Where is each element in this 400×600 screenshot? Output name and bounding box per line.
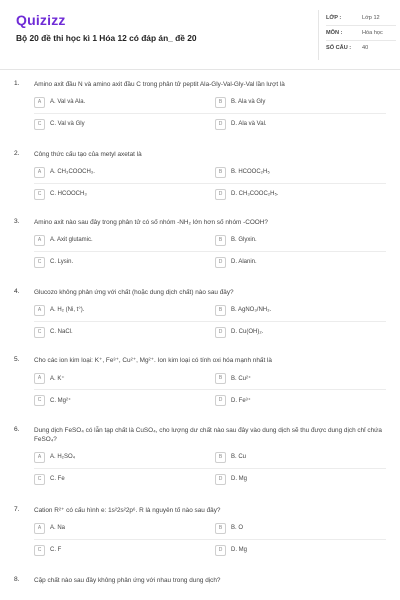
- answer-option[interactable]: [34, 451, 170, 465]
- answer-option[interactable]: [215, 256, 351, 270]
- meta-value: Lớp 12: [362, 15, 380, 21]
- option-letter-box: D: [215, 189, 226, 200]
- answer-option[interactable]: [34, 166, 170, 180]
- option-text: C. Val và Gly: [50, 120, 85, 127]
- answer-option[interactable]: [34, 304, 170, 318]
- option-letter-box: A: [34, 167, 45, 178]
- option-text: D. CH₃COOC₂H₅.: [231, 190, 279, 197]
- option-letter-box: D: [215, 257, 226, 268]
- answer-option[interactable]: [215, 451, 351, 465]
- worksheet-title: Bộ 20 đề thi học kì 1 Hóa 12 có đáp án_ đề 20: [16, 33, 197, 43]
- meta-label: SỐ CÂU :: [326, 45, 352, 51]
- question-text: Cation R²⁺ có cấu hình e: 1s²2s²2p⁶. R là nguyên tố nào sau đây?: [34, 507, 221, 514]
- option-text: B. O: [231, 524, 244, 531]
- meta-row-subject: [326, 27, 396, 41]
- question-text: Cặp chất nào sau đây không phản ứng với nhau trong dung dịch?: [34, 577, 221, 584]
- meta-value: 40: [362, 45, 369, 51]
- meta-value: Hóa học: [362, 30, 383, 36]
- answer-option[interactable]: [34, 522, 170, 536]
- question-text: Amino axit đầu N và amino axit đầu C trong phân tử peptit Ala-Gly-Val-Gly-Val lần lượt là: [34, 81, 285, 88]
- option-divider: [34, 468, 386, 469]
- question-number: 6.: [14, 426, 20, 433]
- option-letter-box: B: [215, 235, 226, 246]
- option-letter-box: A: [34, 373, 45, 384]
- option-letter-box: B: [215, 523, 226, 534]
- option-text: A. H₂SO₄: [50, 453, 76, 460]
- answer-option[interactable]: [215, 234, 351, 248]
- question-text: Amino axit nào sau đây trong phân tử có số nhóm -NH₂ lớn hơn số nhóm -COOH?: [34, 219, 268, 226]
- meta-divider: [326, 40, 396, 41]
- option-text: B. Cu²⁺: [231, 375, 252, 382]
- option-text: B. AgNO₃/NH₃.: [231, 306, 272, 313]
- option-letter-box: A: [34, 452, 45, 463]
- answer-option[interactable]: [34, 256, 170, 270]
- header-divider: [318, 10, 319, 60]
- answer-option[interactable]: [215, 304, 351, 318]
- answer-option[interactable]: [215, 96, 351, 110]
- option-letter-box: A: [34, 97, 45, 108]
- option-text: D. Alanin.: [231, 258, 257, 265]
- option-text: D. Mg: [231, 475, 248, 482]
- option-text: D. Fe³⁺: [231, 397, 251, 404]
- answer-option[interactable]: [34, 372, 170, 386]
- option-text: C. HCOOCH₃: [50, 190, 87, 197]
- question-number: 5.: [14, 356, 20, 363]
- option-letter-box: A: [34, 523, 45, 534]
- question-number: 8.: [14, 576, 20, 583]
- option-letter-box: D: [215, 545, 226, 556]
- question-number: 2.: [14, 150, 20, 157]
- option-text: A. H₂ (Ni, t°).: [50, 306, 85, 313]
- option-text: C. Lysin.: [50, 258, 74, 265]
- option-text: C. F: [50, 546, 62, 553]
- answer-option[interactable]: [215, 372, 351, 386]
- option-text: B. Ala và Gly: [231, 98, 266, 105]
- question-number: 1.: [14, 80, 20, 87]
- option-text: B. Cu: [231, 453, 247, 460]
- answer-option[interactable]: [215, 394, 351, 408]
- worksheet-header: [0, 0, 400, 70]
- option-letter-box: C: [34, 257, 45, 268]
- answer-option[interactable]: [34, 544, 170, 558]
- answer-option[interactable]: [34, 188, 170, 202]
- meta-divider: [326, 25, 396, 26]
- option-text: D. Mg: [231, 546, 248, 553]
- question-text: Cho các ion kim loại: K⁺, Fe³⁺, Cu²⁺, Mg²⁺. Ion kim loại có tính oxi hóa mạnh nhất là: [34, 357, 272, 364]
- answer-option[interactable]: [215, 166, 351, 180]
- option-text: A. K⁺: [50, 375, 65, 382]
- option-letter-box: C: [34, 189, 45, 200]
- answer-option[interactable]: [215, 473, 351, 487]
- answer-option[interactable]: [34, 234, 170, 248]
- option-letter-box: D: [215, 395, 226, 406]
- option-text: A. Axit glutamic.: [50, 236, 93, 243]
- option-letter-box: C: [34, 545, 45, 556]
- meta-label: MÔN :: [326, 30, 343, 36]
- question-text: Công thức cấu tạo của metyl axetat là: [34, 151, 142, 158]
- option-letter-box: B: [215, 167, 226, 178]
- option-text: A. Val và Ala.: [50, 98, 86, 105]
- option-text: B. Glyxin.: [231, 236, 257, 243]
- option-letter-box: D: [215, 119, 226, 130]
- meta-label: LỚP :: [326, 15, 342, 21]
- answer-option[interactable]: [215, 118, 351, 132]
- question-number: 4.: [14, 288, 20, 295]
- answer-option[interactable]: [34, 96, 170, 110]
- option-text: D. Cu(OH)₂.: [231, 328, 264, 335]
- option-letter-box: B: [215, 305, 226, 316]
- question-number: 7.: [14, 506, 20, 513]
- answer-option[interactable]: [34, 394, 170, 408]
- option-text: B. HCOOC₂H₅: [231, 168, 270, 175]
- answer-option[interactable]: [34, 473, 170, 487]
- question-number: 3.: [14, 218, 20, 225]
- answer-option[interactable]: [34, 326, 170, 340]
- option-text: C. Mg²⁺: [50, 397, 72, 404]
- option-divider: [34, 251, 386, 252]
- option-letter-box: C: [34, 119, 45, 130]
- option-divider: [34, 113, 386, 114]
- option-divider: [34, 389, 386, 390]
- option-letter-box: C: [34, 327, 45, 338]
- option-letter-box: B: [215, 452, 226, 463]
- meta-row-class: [326, 12, 396, 26]
- option-divider: [34, 321, 386, 322]
- answer-option[interactable]: [215, 544, 351, 558]
- option-letter-box: A: [34, 305, 45, 316]
- option-divider: [34, 183, 386, 184]
- option-letter-box: B: [215, 97, 226, 108]
- option-letter-box: B: [215, 373, 226, 384]
- quizizz-logo[interactable]: Quizizz: [16, 12, 66, 28]
- option-divider: [34, 539, 386, 540]
- question-text: Dung dịch FeSO₄ có lẫn tạp chất là CuSO₄, cho lượng dư chất nào sau đây vào dung dịch sẽ thu được dung dịch chỉ chứa FeSO₄?: [34, 427, 382, 444]
- option-letter-box: C: [34, 395, 45, 406]
- option-text: A. Na: [50, 524, 66, 531]
- answer-option[interactable]: [215, 188, 351, 202]
- option-text: A. CH₃COOCH₃.: [50, 168, 95, 175]
- question-text: Glucozo không phản ứng với chất (hoặc dung dịch chất) nào sau đây?: [34, 289, 234, 296]
- answer-option[interactable]: [34, 118, 170, 132]
- option-text: C. Fe: [50, 475, 65, 482]
- option-letter-box: A: [34, 235, 45, 246]
- option-text: C. NaCl.: [50, 328, 73, 335]
- meta-row-count: [326, 42, 396, 56]
- answer-option[interactable]: [215, 326, 351, 340]
- option-letter-box: D: [215, 327, 226, 338]
- option-letter-box: C: [34, 474, 45, 485]
- option-text: D. Ala và Val.: [231, 120, 267, 127]
- option-letter-box: D: [215, 474, 226, 485]
- answer-option[interactable]: [215, 522, 351, 536]
